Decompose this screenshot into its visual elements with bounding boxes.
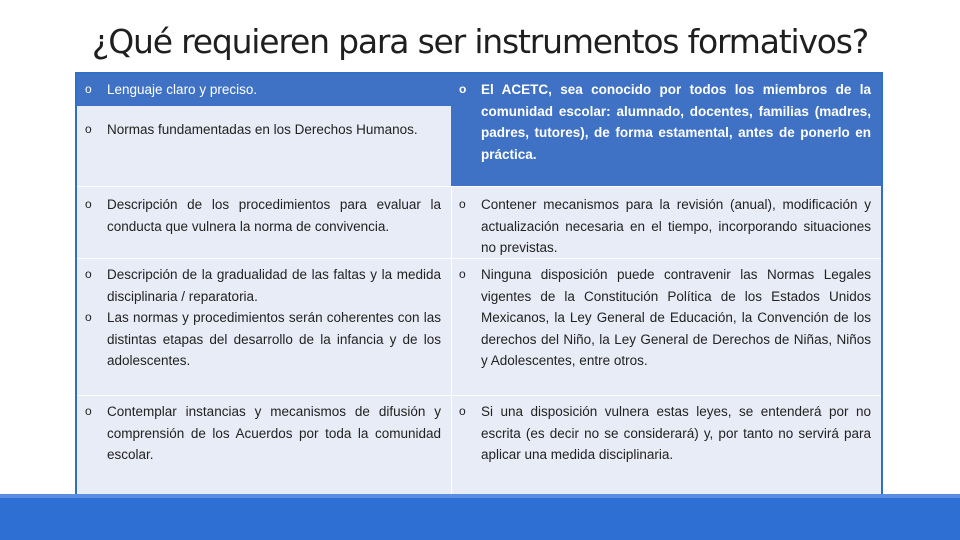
row-4-right-cell <box>451 395 881 495</box>
row-3-left-cell <box>77 258 451 395</box>
row-1-left-bottom-cell <box>77 106 451 186</box>
row-3-right-cell <box>451 258 881 395</box>
bottom-bar <box>0 498 960 540</box>
list-item: o Descripción de la gradualidad de las faltas y la medida disciplinaria / reparatoria. <box>85 264 441 307</box>
list-item: o Contener mecanismos para la revisión (anual), modificación y actualización necesaria en el tiempo, incorporando situaciones no previstas. <box>459 194 871 259</box>
row-1-left-top-cell <box>77 74 451 106</box>
row-2-right-cell <box>451 186 881 258</box>
list-item: o Las normas y procedimientos serán coherentes con las distintas etapas del desarrollo de la infancia y de los adolescentes. <box>85 307 441 372</box>
row-divider <box>77 258 881 259</box>
row-divider <box>77 395 881 396</box>
row-2-left-cell <box>77 186 451 258</box>
row-1-right-cell <box>451 74 881 186</box>
column-divider <box>451 186 452 495</box>
list-item: o El ACETC, sea conocido por todos los miembros de la comunidad escolar: alumnado, docentes, familias (madres, padres, tutores), de forma estamental, antes de ponerlo en práctica. <box>459 79 871 165</box>
list-item: o Normas fundamentadas en los Derechos Humanos. <box>85 119 441 141</box>
list-item: o Si una disposición vulnera estas leyes, se entenderá por no escrita (es decir no se considerará) y, por tanto no servirá para aplicar una medida disciplinaria. <box>459 401 871 466</box>
row-divider <box>77 186 881 187</box>
page-title: ¿Qué requieren para ser instrumentos formativos? <box>91 22 869 61</box>
row-4-left-cell <box>77 395 451 495</box>
list-item: o Lenguaje claro y preciso. <box>85 79 441 101</box>
requirements-table <box>75 72 883 497</box>
list-item: o Descripción de los procedimientos para evaluar la conducta que vulnera la norma de convivencia. <box>85 194 441 237</box>
list-item: o Contemplar instancias y mecanismos de difusión y comprensión de los Acuerdos por toda la comunidad escolar. <box>85 401 441 466</box>
list-item: o Ninguna disposición puede contravenir las Normas Legales vigentes de la Constitución Política de los Estados Unidos Mexicanos, la Ley General de Educación, la Convención de los derechos del Niño, la Ley General de Derechos de Niñas, Niños y Adolescentes, entre otros. <box>459 264 871 372</box>
